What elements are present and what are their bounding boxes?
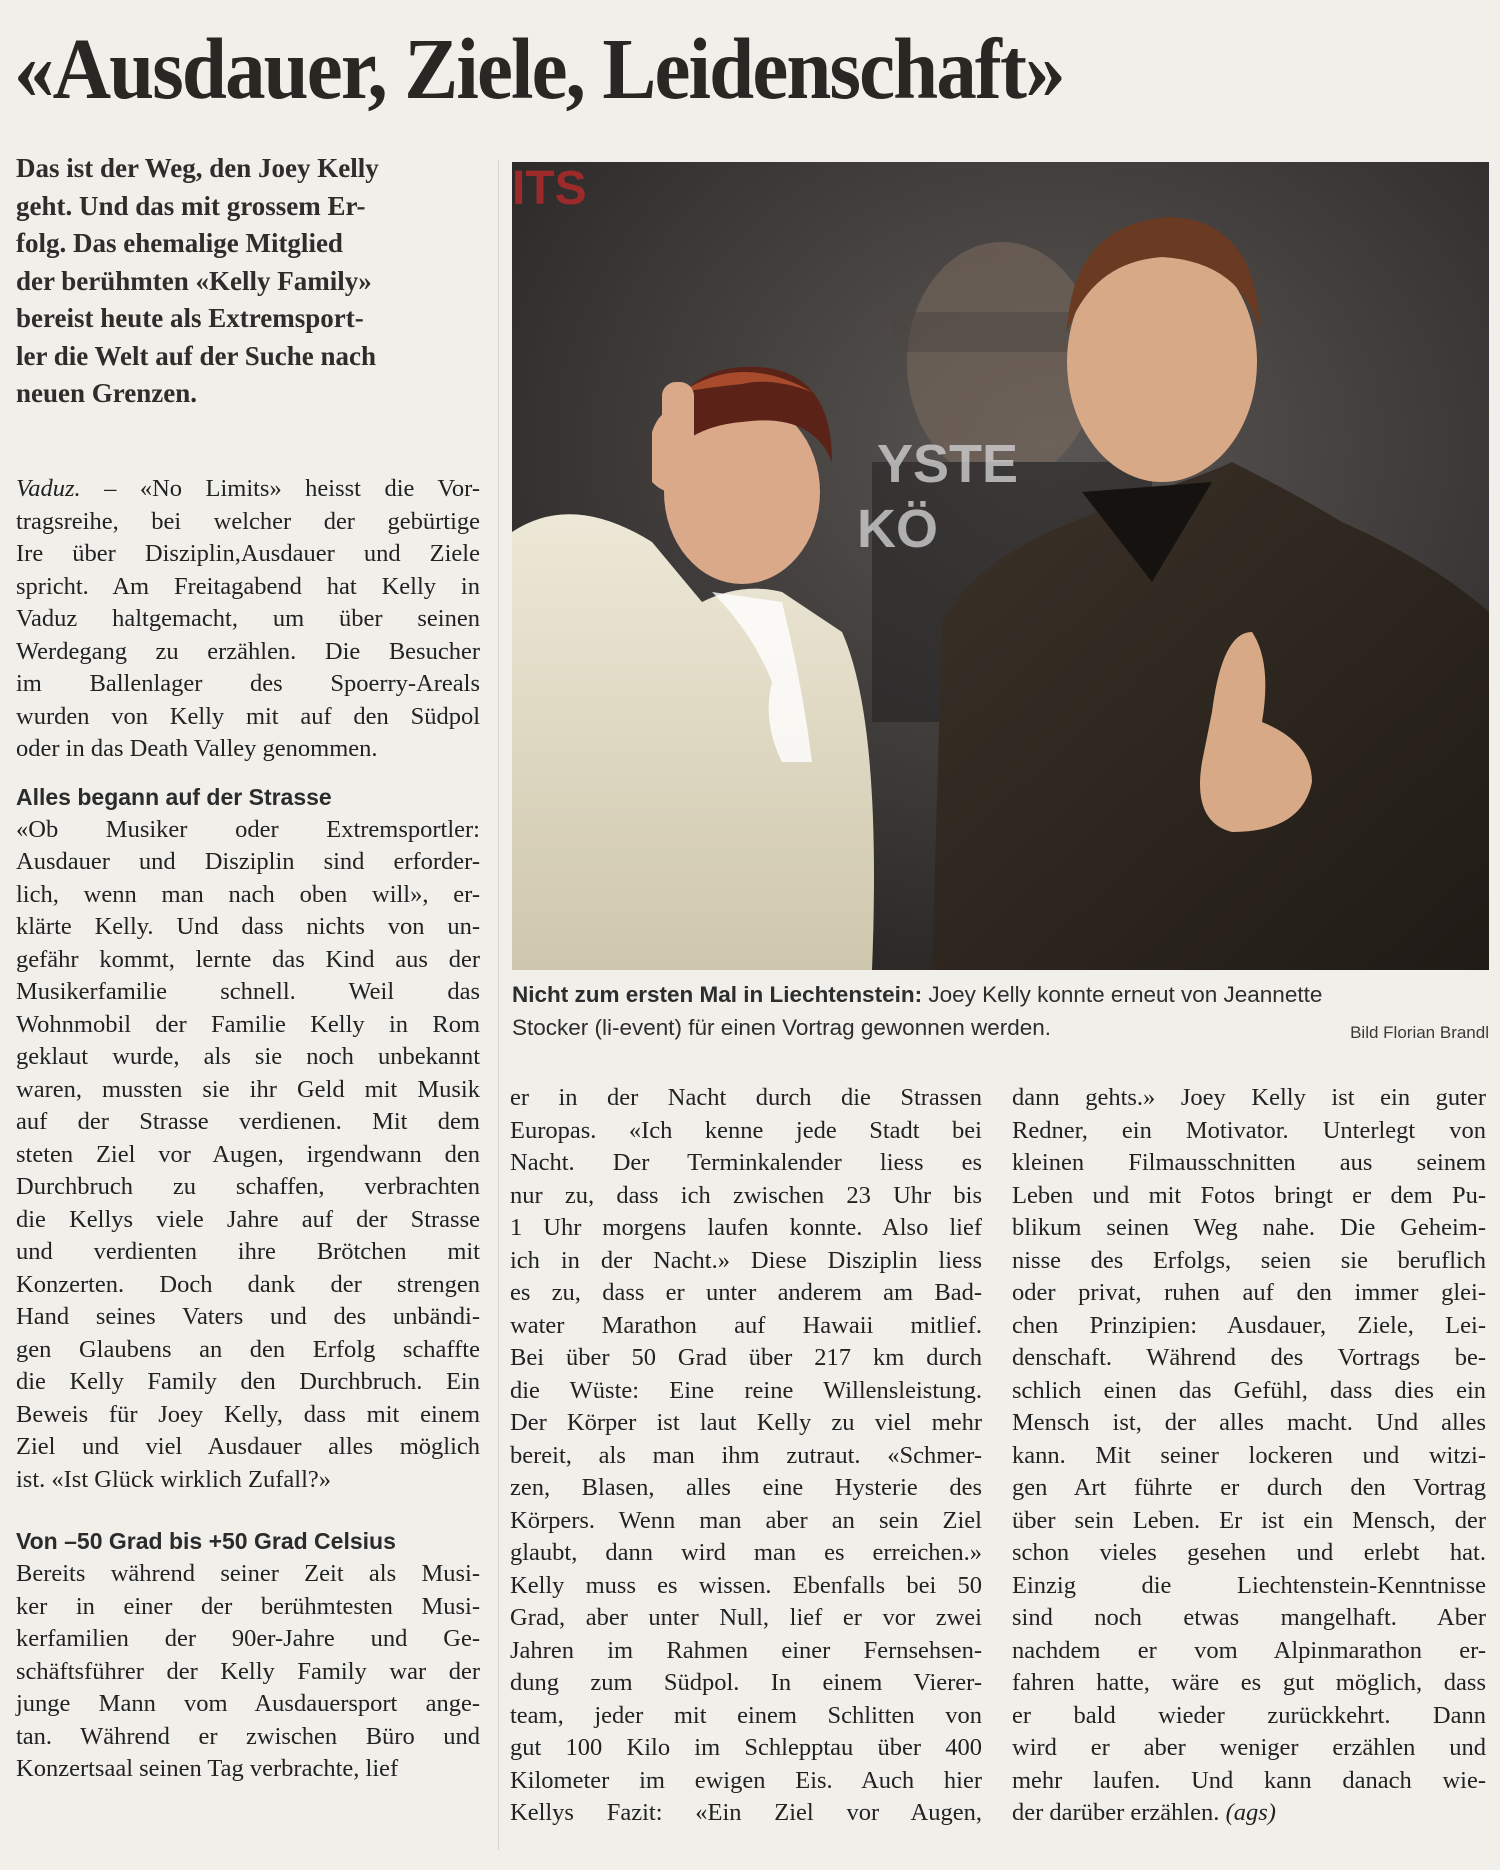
body-line: Musikerfamilie schnell. Weil das (16, 978, 480, 1005)
body-line: ist. «Ist Glück wirklich Zufall?» (16, 1465, 332, 1493)
body-line (16, 473, 480, 506)
backdrop-logo-text: ITS (512, 162, 587, 215)
body-line: Hand seines Vaters und des unbändi- (16, 1303, 480, 1330)
body-line: steten Ziel vor Augen, irgendwann den (16, 1140, 480, 1168)
lead-paragraph (16, 150, 476, 413)
backdrop-shirt-text: YSTE (877, 434, 1019, 494)
photo-caption (512, 978, 1489, 1044)
body-line: ich in der Nacht.» Diese Disziplin liess (510, 1246, 982, 1274)
body-line: team, jeder mit einem Schlitten von (510, 1701, 982, 1729)
body-line: water Marathon auf Hawaii mitlief. (510, 1311, 982, 1339)
body-line: Der Körper ist laut Kelly zu viel mehr (510, 1409, 982, 1436)
article-photo (512, 162, 1489, 970)
body-line: oder privat, ruhen auf den immer glei- (1012, 1279, 1486, 1306)
photo-credit: Bild Florian Brandl (1350, 1023, 1489, 1042)
body-line: er in der Nacht durch die Strassen (510, 1084, 982, 1111)
body-line: es zu, dass er unter anderem am Bad- (510, 1279, 982, 1306)
body-line: klärte Kelly. Und dass nichts von un- (16, 913, 480, 940)
body-text: der darüber erzählen. (1012, 1799, 1226, 1826)
body-line: Ausdauer und Disziplin sind erforder- (16, 848, 480, 875)
body-line: Ire über Disziplin,Ausdauer und Ziele (16, 540, 480, 567)
body-line: die Kelly Family den Durchbruch. Ein (16, 1368, 480, 1395)
caption-line (512, 978, 1489, 1011)
body-line: junge Mann vom Ausdauersport ange- (16, 1690, 480, 1717)
body-line: Bereits während seiner Zeit als Musi- (16, 1560, 480, 1587)
article-column-3 (1012, 1082, 1486, 1830)
body-line: mehr laufen. Und kann danach wie- (1012, 1766, 1486, 1794)
body-line: dung zum Südpol. In einem Vierer- (510, 1669, 982, 1696)
body-text: – «No Limits» heisst die Vor- (80, 475, 480, 502)
body-line: Einzig die Liechtenstein-Kenntnisse (1012, 1571, 1486, 1599)
body-line (1012, 1797, 1486, 1830)
body-line: Kelly muss es wissen. Ebenfalls bei 50 (510, 1571, 982, 1599)
body-line: Kellys Fazit: «Ein Ziel vor Augen, (510, 1799, 982, 1826)
lead-line: folg. Das ehemalige Mitglied (16, 228, 343, 258)
body-line: schlich einen das Gefühl, dass dies ein (1012, 1376, 1486, 1404)
body-line: tan. Während er zwischen Büro und (16, 1722, 480, 1750)
backdrop-shirt-text: KÖ (857, 499, 938, 559)
body-line: dann gehts.» Joey Kelly ist ein guter (1012, 1084, 1486, 1111)
article-column-2 (510, 1082, 982, 1830)
photo-illustration (512, 162, 1489, 970)
lead-line: bereist heute als Extremsport- (16, 303, 364, 333)
body-line: Körpers. Wenn man aber an sein Ziel (510, 1506, 982, 1534)
body-line: Ziel und viel Ausdauer alles möglich (16, 1433, 480, 1460)
body-line: kleinen Filmausschnitten aus seinem (1012, 1149, 1486, 1176)
body-line: wurden von Kelly mit auf den Südpol (16, 702, 480, 730)
headline: «Ausdauer, Ziele, Leidenschaft» (14, 20, 1064, 117)
body-line: spricht. Am Freitagabend hat Kelly in (16, 572, 480, 600)
body-line: Wohnmobil der Familie Kelly in Rom (16, 1010, 480, 1038)
body-line: wird er aber weniger erzählen und (1012, 1734, 1486, 1761)
body-line: kann. Mit seiner lockeren und witzi- (1012, 1441, 1486, 1469)
body-line: zen, Blasen, alles eine Hysterie des (510, 1474, 982, 1501)
body-line: Nacht. Der Terminkalender liess es (510, 1149, 982, 1176)
body-line: Mensch ist, der alles macht. Und alles (1012, 1409, 1486, 1436)
lead-line: der berühmten «Kelly Family» (16, 265, 372, 296)
body-line: oder in das Death Valley genommen. (16, 735, 378, 762)
body-line: nachdem er vom Alpinmarathon er- (1012, 1636, 1486, 1664)
body-line: gen Glaubens an den Erfolg schaffte (16, 1335, 480, 1363)
body-line: Durchbruch zu schaffen, verbrachten (16, 1173, 480, 1200)
body-line: und verdienten ihre Brötchen mit (16, 1238, 480, 1265)
body-line: geklaut wurde, als sie noch unbekannt (16, 1043, 480, 1070)
body-line: Bei über 50 Grad über 217 km durch (510, 1344, 982, 1371)
body-line: Konzerten. Doch dank der strengen (16, 1270, 480, 1298)
body-line: nisse des Erfolgs, seien sie beruflich (1012, 1246, 1486, 1274)
body-line: tragsreihe, bei welcher der gebürtige (16, 507, 480, 535)
column-divider (498, 160, 499, 1850)
body-line: Jahren im Rahmen einer Fernsehsen- (510, 1636, 982, 1664)
body-line: bereit, als man ihm zutraut. «Schmer- (510, 1441, 982, 1469)
body-line: gen Art führte er durch den Vortrag (1012, 1474, 1486, 1501)
body-line: 1 Uhr morgens laufen konnte. Also lief (510, 1214, 982, 1241)
body-line: Vaduz haltgemacht, um über seinen (16, 605, 480, 632)
body-line: Europas. «Ich kenne jede Stadt bei (510, 1116, 982, 1144)
body-line: blikum seinen Weg nahe. Die Geheim- (1012, 1214, 1486, 1241)
caption-title: Nicht zum ersten Mal in Liechtenstein: (512, 982, 923, 1007)
body-line: Kilometer im ewigen Eis. Auch hier (510, 1766, 982, 1794)
body-line: lich, wenn man nach oben will», er- (16, 880, 480, 908)
lead-line: Das ist der Weg, den Joey Kelly (16, 153, 379, 183)
body-line: gefähr kommt, lernte das Kind aus der (16, 945, 480, 973)
article-column-1 (16, 473, 480, 1786)
body-line: schon vieles gesehen und erlebt hat. (1012, 1539, 1486, 1566)
body-line: die Wüste: Eine reine Willensleistung. (510, 1376, 982, 1404)
lead-line: geht. Und das mit grossem Er- (16, 190, 366, 221)
body-line: er bald wieder zurückkehrt. Dann (1012, 1701, 1486, 1729)
body-line: glaubt, dann wird man es erreichen.» (510, 1539, 982, 1566)
body-line: «Ob Musiker oder Extremsportler: (16, 815, 480, 843)
body-line: kerfamilien der 90er-Jahre und Ge- (16, 1625, 480, 1652)
caption-line: Stocker (li-event) für einen Vortrag gewonnen werden. (512, 1015, 1052, 1040)
lead-line: ler die Welt auf der Suche nach (16, 340, 377, 371)
lead-line: neuen Grenzen. (16, 378, 197, 408)
body-line: nur zu, dass ich zwischen 23 Uhr bis (510, 1181, 982, 1209)
body-line: Beweis für Joey Kelly, dass mit einem (16, 1400, 480, 1428)
body-line: denschaft. Während des Vortrags be- (1012, 1344, 1486, 1371)
body-line: Konzertsaal seinen Tag verbrachte, lief (16, 1755, 399, 1782)
body-line: sind noch etwas mangelhaft. Aber (1012, 1604, 1486, 1631)
subheading: Alles begann auf der Strasse (16, 783, 332, 810)
body-line: schäftsführer der Kelly Family war der (16, 1657, 480, 1685)
body-line: fahren hatte, wäre es gut möglich, dass (1012, 1669, 1486, 1696)
body-line: Leben und mit Fotos bringt er dem Pu- (1012, 1181, 1486, 1209)
body-line: chen Prinzipien: Ausdauer, Ziele, Lei- (1012, 1311, 1486, 1339)
body-line: im Ballenlager des Spoerry-Areals (16, 670, 480, 697)
subheading: Von –50 Grad bis +50 Grad Celsius (16, 1528, 396, 1554)
author-initials: (ags) (1225, 1799, 1276, 1826)
caption-text: Joey Kelly konnte erneut von Jeannette (922, 982, 1323, 1007)
body-line: gut 100 Kilo im Schlepptau über 400 (510, 1734, 982, 1761)
body-line: ker in einer der berühmtesten Musi- (16, 1592, 480, 1620)
body-line: waren, mussten sie ihr Geld mit Musik (16, 1075, 480, 1103)
body-line: Grad, aber unter Null, lief er vor zwei (510, 1604, 982, 1631)
dateline: Vaduz. (16, 475, 81, 502)
body-line: Redner, ein Motivator. Unterlegt von (1012, 1116, 1486, 1144)
body-line: Werdegang zu erzählen. Die Besucher (16, 637, 480, 665)
body-line: die Kellys viele Jahre auf der Strasse (16, 1205, 480, 1233)
body-line: auf der Strasse verdienen. Mit dem (16, 1108, 480, 1135)
body-line: über sein Leben. Er ist ein Mensch, der (1012, 1506, 1486, 1534)
